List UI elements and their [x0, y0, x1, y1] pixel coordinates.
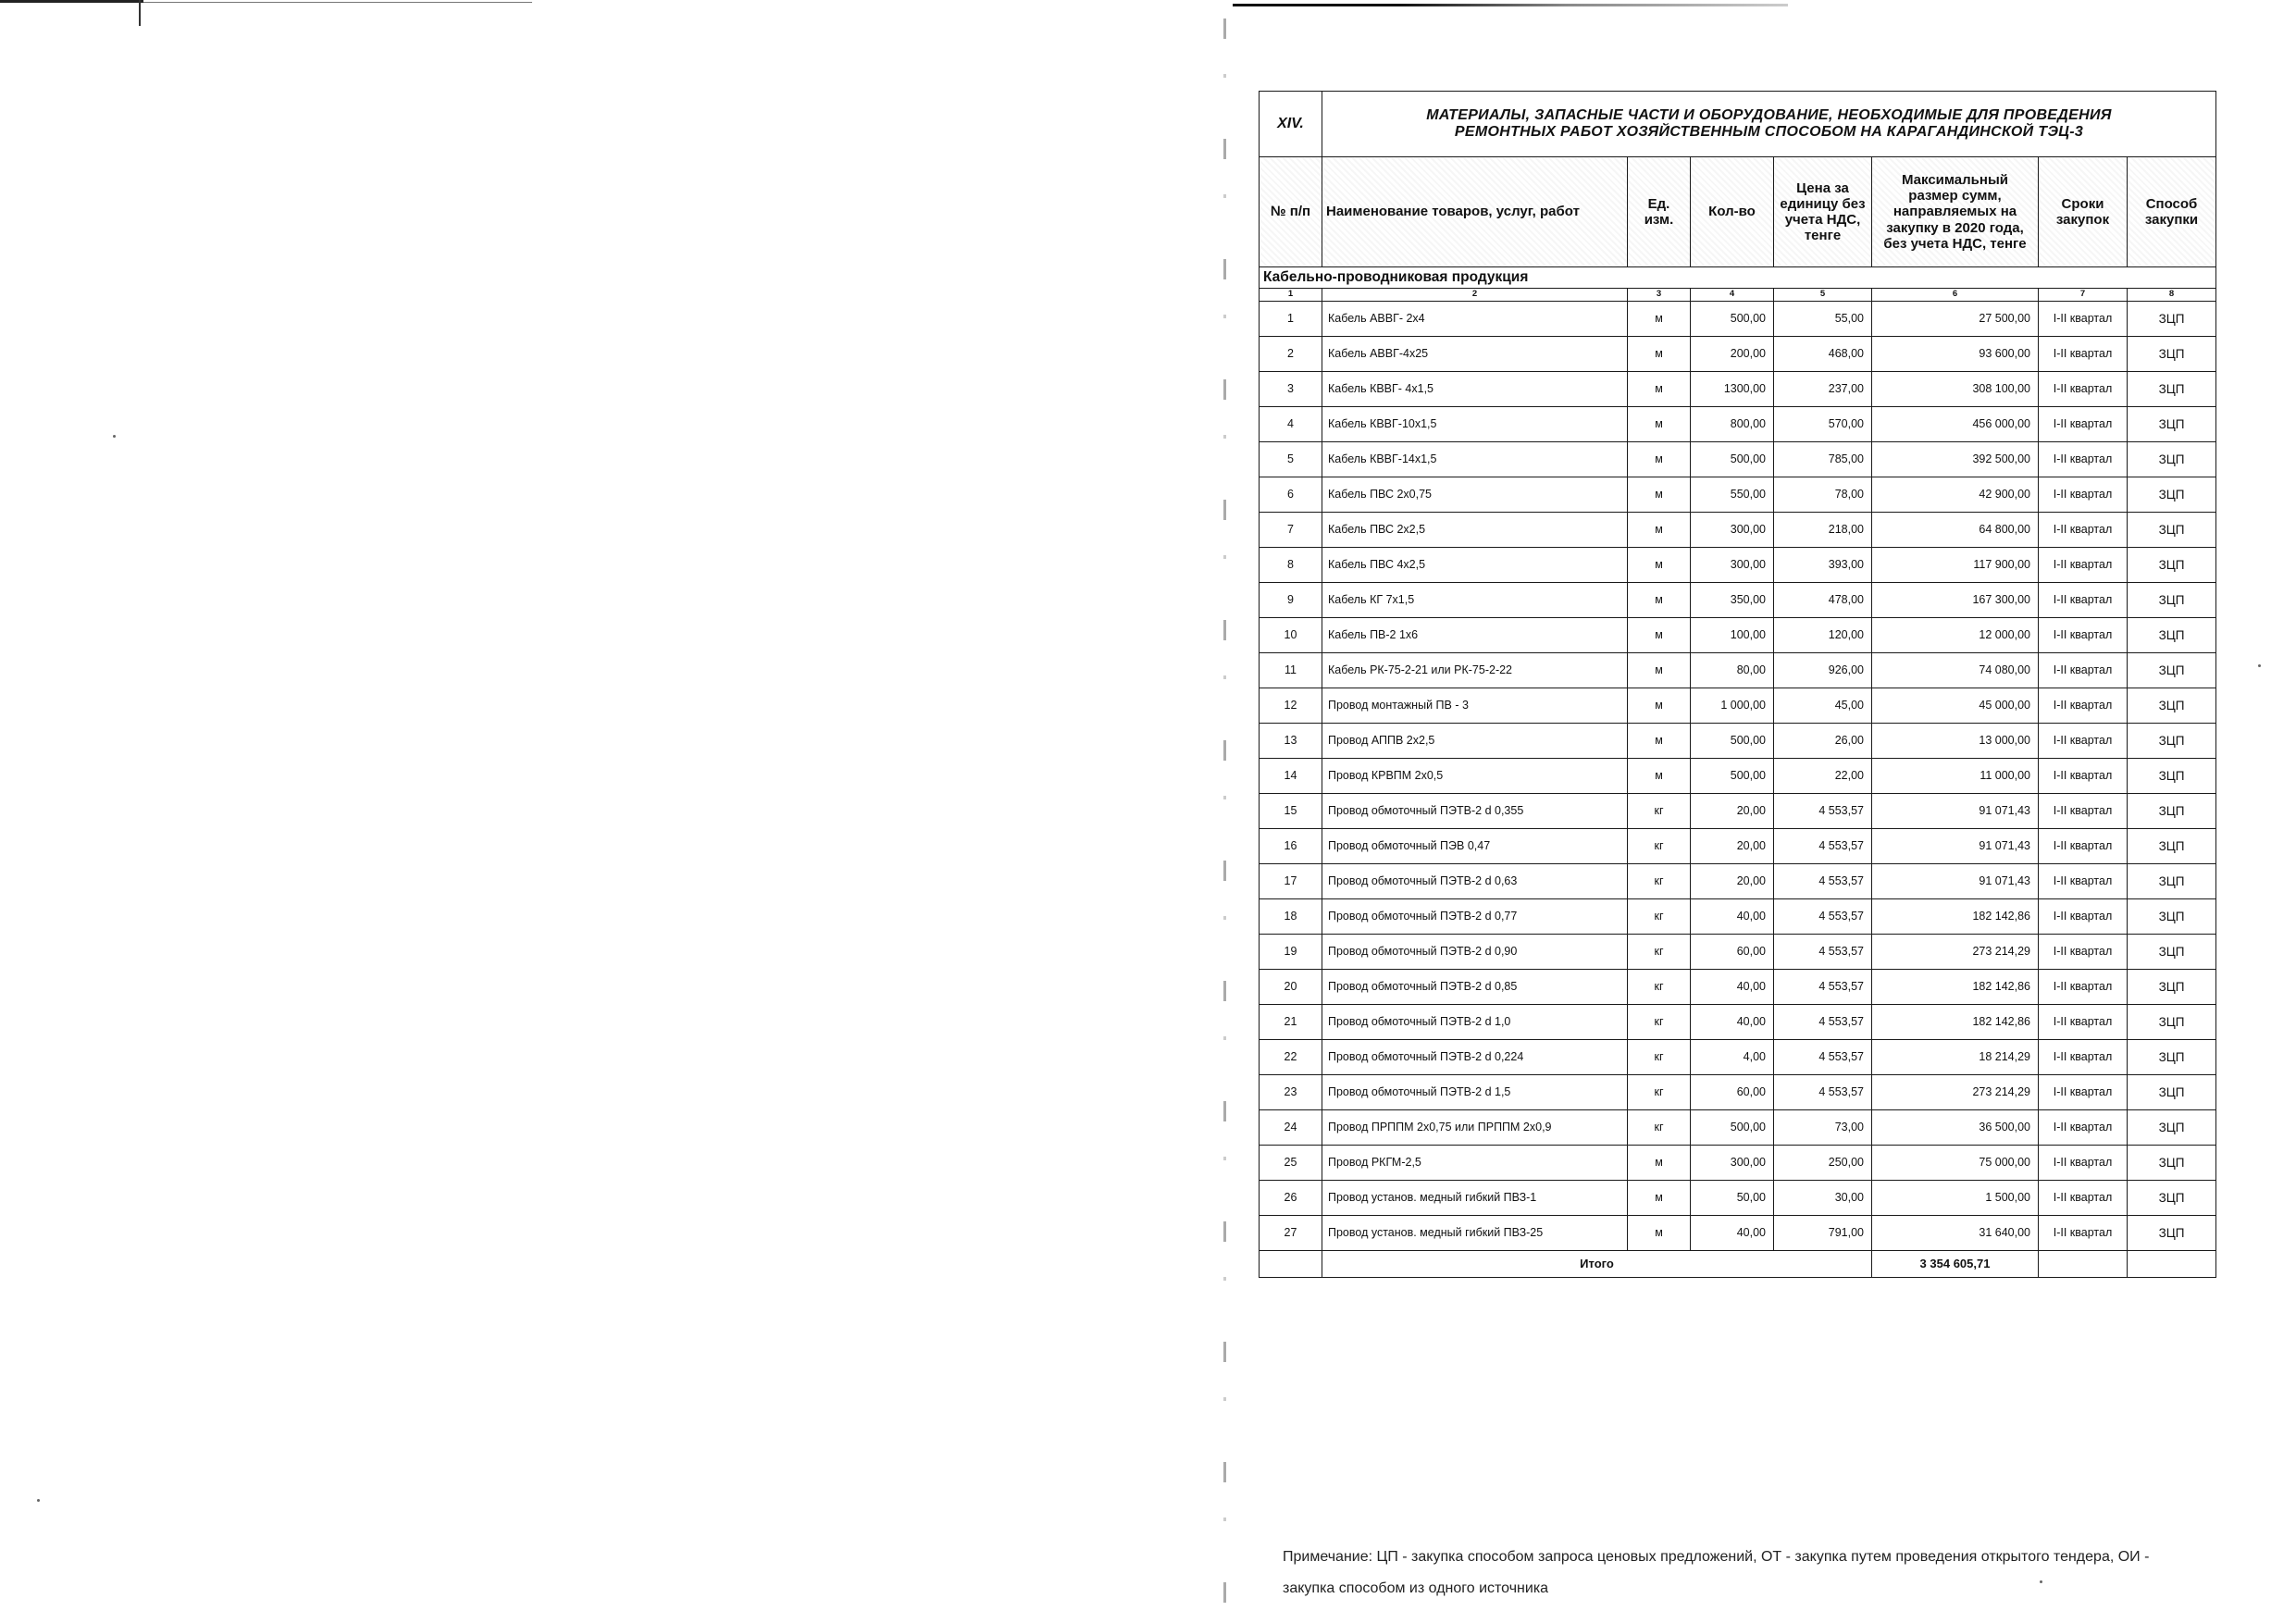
section-title-line1: МАТЕРИАЛЫ, ЗАПАСНЫЕ ЧАСТИ И ОБОРУДОВАНИЕ, НЕОБХОДИМЫЕ ДЛЯ ПРОВЕДЕНИЯ	[1426, 106, 2112, 123]
item-qty: 40,00	[1691, 970, 1774, 1005]
item-qty: 200,00	[1691, 337, 1774, 372]
table-row	[1260, 583, 2216, 618]
item-price: 22,00	[1774, 759, 1872, 794]
item-max-sum: 392 500,00	[1872, 442, 2039, 477]
item-term: I-II квартал	[2039, 442, 2128, 477]
item-qty: 4,00	[1691, 1040, 1774, 1075]
item-max-sum: 308 100,00	[1872, 372, 2039, 407]
table-row	[1260, 442, 2216, 477]
item-term: I-II квартал	[2039, 935, 2128, 970]
item-name: Провод установ. медный гибкий ПВЗ-1	[1322, 1181, 1628, 1216]
row-number: 8	[1260, 548, 1322, 583]
item-unit: м	[1628, 513, 1691, 548]
item-method: ЗЦП	[2128, 513, 2216, 548]
item-term: I-II квартал	[2039, 1075, 2128, 1110]
item-name: Кабель ПВС 2х2,5	[1322, 513, 1628, 548]
table-row	[1260, 618, 2216, 653]
item-name: Кабель КВВГ-14х1,5	[1322, 442, 1628, 477]
item-method: ЗЦП	[2128, 1005, 2216, 1040]
item-max-sum: 11 000,00	[1872, 759, 2039, 794]
item-method: ЗЦП	[2128, 548, 2216, 583]
item-price: 791,00	[1774, 1216, 1872, 1251]
item-price: 4 553,57	[1774, 970, 1872, 1005]
item-method: ЗЦП	[2128, 1040, 2216, 1075]
total-empty	[2128, 1251, 2216, 1278]
item-method: ЗЦП	[2128, 442, 2216, 477]
item-name: Кабель АВВГ-4х25	[1322, 337, 1628, 372]
column-number: 1	[1260, 289, 1322, 302]
item-unit: кг	[1628, 1075, 1691, 1110]
item-max-sum: 18 214,29	[1872, 1040, 2039, 1075]
scan-artifact-line	[143, 2, 532, 3]
row-number: 27	[1260, 1216, 1322, 1251]
item-max-sum: 42 900,00	[1872, 477, 2039, 513]
item-max-sum: 117 900,00	[1872, 548, 2039, 583]
table-row	[1260, 829, 2216, 864]
row-number: 2	[1260, 337, 1322, 372]
item-name: Провод АППВ 2х2,5	[1322, 724, 1628, 759]
item-qty: 1300,00	[1691, 372, 1774, 407]
item-max-sum: 1 500,00	[1872, 1181, 2039, 1216]
item-name: Кабель ПВС 4х2,5	[1322, 548, 1628, 583]
item-term: I-II квартал	[2039, 1146, 2128, 1181]
row-number: 7	[1260, 513, 1322, 548]
row-number: 22	[1260, 1040, 1322, 1075]
item-name: Провод КРВПМ 2х0,5	[1322, 759, 1628, 794]
item-qty: 500,00	[1691, 442, 1774, 477]
row-number: 20	[1260, 970, 1322, 1005]
item-price: 926,00	[1774, 653, 1872, 688]
item-qty: 40,00	[1691, 1216, 1774, 1251]
scan-speck	[2258, 664, 2261, 667]
item-name: Провод установ. медный гибкий ПВЗ-25	[1322, 1216, 1628, 1251]
procurement-sheet	[1259, 91, 2215, 1278]
item-term: I-II квартал	[2039, 653, 2128, 688]
item-method: ЗЦП	[2128, 688, 2216, 724]
row-number: 6	[1260, 477, 1322, 513]
item-qty: 500,00	[1691, 302, 1774, 337]
item-name: Провод обмоточный ПЭТВ-2 d 1,5	[1322, 1075, 1628, 1110]
footnote-line1: Примечание: ЦП - закупка способом запроса ценовых предложений, ОТ - закупка путем проведения открытого тендера, ОИ -	[1283, 1549, 2150, 1565]
item-term: I-II квартал	[2039, 1005, 2128, 1040]
item-qty: 100,00	[1691, 618, 1774, 653]
item-max-sum: 273 214,29	[1872, 935, 2039, 970]
total-spacer	[1260, 1251, 1322, 1278]
item-term: I-II квартал	[2039, 864, 2128, 899]
item-unit: кг	[1628, 1005, 1691, 1040]
item-term: I-II квартал	[2039, 337, 2128, 372]
item-method: ЗЦП	[2128, 829, 2216, 864]
item-unit: кг	[1628, 935, 1691, 970]
item-max-sum: 182 142,86	[1872, 899, 2039, 935]
item-unit: м	[1628, 372, 1691, 407]
item-qty: 300,00	[1691, 548, 1774, 583]
item-term: I-II квартал	[2039, 302, 2128, 337]
item-price: 120,00	[1774, 618, 1872, 653]
header-qty: Кол-во	[1691, 157, 1774, 267]
item-qty: 500,00	[1691, 1110, 1774, 1146]
row-number: 24	[1260, 1110, 1322, 1146]
item-price: 250,00	[1774, 1146, 1872, 1181]
row-number: 3	[1260, 372, 1322, 407]
item-price: 26,00	[1774, 724, 1872, 759]
item-price: 30,00	[1774, 1181, 1872, 1216]
item-method: ЗЦП	[2128, 337, 2216, 372]
item-term: I-II квартал	[2039, 724, 2128, 759]
item-unit: кг	[1628, 970, 1691, 1005]
row-number: 11	[1260, 653, 1322, 688]
item-name: Кабель АВВГ- 2х4	[1322, 302, 1628, 337]
item-max-sum: 93 600,00	[1872, 337, 2039, 372]
item-price: 4 553,57	[1774, 864, 1872, 899]
item-qty: 800,00	[1691, 407, 1774, 442]
item-qty: 50,00	[1691, 1181, 1774, 1216]
header-num: № п/п	[1260, 157, 1322, 267]
item-unit: м	[1628, 583, 1691, 618]
scan-speck	[113, 435, 116, 438]
item-unit: м	[1628, 688, 1691, 724]
item-unit: м	[1628, 653, 1691, 688]
table-row	[1260, 302, 2216, 337]
item-max-sum: 36 500,00	[1872, 1110, 2039, 1146]
footnote	[1283, 1542, 2227, 1604]
item-term: I-II квартал	[2039, 794, 2128, 829]
header-method: Способ закупки	[2128, 157, 2216, 267]
item-name: Кабель КВВГ-10х1,5	[1322, 407, 1628, 442]
item-qty: 350,00	[1691, 583, 1774, 618]
section-number: XIV.	[1260, 92, 1322, 157]
item-max-sum: 31 640,00	[1872, 1216, 2039, 1251]
item-method: ЗЦП	[2128, 618, 2216, 653]
item-term: I-II квартал	[2039, 1216, 2128, 1251]
item-price: 4 553,57	[1774, 1075, 1872, 1110]
row-number: 25	[1260, 1146, 1322, 1181]
item-max-sum: 12 000,00	[1872, 618, 2039, 653]
item-name: Кабель КВВГ- 4х1,5	[1322, 372, 1628, 407]
table-row	[1260, 337, 2216, 372]
item-method: ЗЦП	[2128, 970, 2216, 1005]
header-name: Наименование товаров, услуг, работ	[1322, 157, 1628, 267]
item-term: I-II квартал	[2039, 1040, 2128, 1075]
item-method: ЗЦП	[2128, 372, 2216, 407]
total-value: 3 354 605,71	[1872, 1251, 2039, 1278]
category-label: Кабельно-проводниковая продукция	[1260, 267, 2216, 289]
row-number: 15	[1260, 794, 1322, 829]
item-name: Провод обмоточный ПЭТВ-2 d 0,85	[1322, 970, 1628, 1005]
item-qty: 300,00	[1691, 513, 1774, 548]
item-price: 73,00	[1774, 1110, 1872, 1146]
table-row	[1260, 935, 2216, 970]
column-number: 2	[1322, 289, 1628, 302]
item-method: ЗЦП	[2128, 759, 2216, 794]
item-max-sum: 75 000,00	[1872, 1146, 2039, 1181]
table-row	[1260, 724, 2216, 759]
item-term: I-II квартал	[2039, 477, 2128, 513]
item-price: 468,00	[1774, 337, 1872, 372]
table-row	[1260, 759, 2216, 794]
item-method: ЗЦП	[2128, 477, 2216, 513]
item-max-sum: 91 071,43	[1872, 794, 2039, 829]
item-qty: 500,00	[1691, 759, 1774, 794]
scan-artifact-line	[0, 0, 143, 3]
total-label: Итого	[1322, 1251, 1872, 1278]
row-number: 13	[1260, 724, 1322, 759]
item-price: 393,00	[1774, 548, 1872, 583]
item-name: Провод обмоточный ПЭВ 0,47	[1322, 829, 1628, 864]
item-method: ЗЦП	[2128, 583, 2216, 618]
item-max-sum: 167 300,00	[1872, 583, 2039, 618]
item-price: 4 553,57	[1774, 899, 1872, 935]
table-row	[1260, 1075, 2216, 1110]
item-max-sum: 27 500,00	[1872, 302, 2039, 337]
table-row	[1260, 970, 2216, 1005]
item-unit: м	[1628, 302, 1691, 337]
item-method: ЗЦП	[2128, 1216, 2216, 1251]
item-method: ЗЦП	[2128, 1075, 2216, 1110]
item-term: I-II квартал	[2039, 548, 2128, 583]
row-number: 17	[1260, 864, 1322, 899]
item-method: ЗЦП	[2128, 794, 2216, 829]
item-name: Провод обмоточный ПЭТВ-2 d 1,0	[1322, 1005, 1628, 1040]
item-price: 570,00	[1774, 407, 1872, 442]
item-max-sum: 74 080,00	[1872, 653, 2039, 688]
item-term: I-II квартал	[2039, 970, 2128, 1005]
item-name: Провод монтажный ПВ - 3	[1322, 688, 1628, 724]
item-price: 4 553,57	[1774, 794, 1872, 829]
item-term: I-II квартал	[2039, 372, 2128, 407]
total-empty	[2039, 1251, 2128, 1278]
item-qty: 300,00	[1691, 1146, 1774, 1181]
row-number: 18	[1260, 899, 1322, 935]
item-unit: м	[1628, 1181, 1691, 1216]
procurement-table	[1259, 91, 2216, 1278]
item-max-sum: 456 000,00	[1872, 407, 2039, 442]
item-unit: м	[1628, 1146, 1691, 1181]
item-max-sum: 91 071,43	[1872, 829, 2039, 864]
item-term: I-II квартал	[2039, 1110, 2128, 1146]
row-number: 26	[1260, 1181, 1322, 1216]
total-row	[1260, 1251, 2216, 1278]
table-row	[1260, 1005, 2216, 1040]
item-qty: 1 000,00	[1691, 688, 1774, 724]
table-row	[1260, 513, 2216, 548]
item-max-sum: 91 071,43	[1872, 864, 2039, 899]
item-method: ЗЦП	[2128, 724, 2216, 759]
header-price: Цена за единицу без учета НДС, тенге	[1774, 157, 1872, 267]
column-number: 8	[2128, 289, 2216, 302]
row-number: 12	[1260, 688, 1322, 724]
item-name: Кабель КГ 7х1,5	[1322, 583, 1628, 618]
row-number: 5	[1260, 442, 1322, 477]
item-name: Провод обмоточный ПЭТВ-2 d 0,90	[1322, 935, 1628, 970]
item-unit: м	[1628, 442, 1691, 477]
item-unit: кг	[1628, 1040, 1691, 1075]
table-row	[1260, 794, 2216, 829]
item-name: Провод обмоточный ПЭТВ-2 d 0,355	[1322, 794, 1628, 829]
table-row	[1260, 477, 2216, 513]
column-number-row	[1260, 289, 2216, 302]
row-number: 10	[1260, 618, 1322, 653]
table-row	[1260, 1181, 2216, 1216]
item-qty: 60,00	[1691, 935, 1774, 970]
table-body	[1260, 92, 2216, 1278]
item-term: I-II квартал	[2039, 688, 2128, 724]
table-row	[1260, 864, 2216, 899]
section-title-line2: РЕМОНТНЫХ РАБОТ ХОЗЯЙСТВЕННЫМ СПОСОБОМ НА КАРАГАНДИНСКОЙ ТЭЦ-3	[1454, 124, 2084, 140]
table-row	[1260, 372, 2216, 407]
header-row	[1260, 157, 2216, 267]
item-method: ЗЦП	[2128, 1146, 2216, 1181]
scan-artifact-edge	[1223, 19, 1226, 1610]
item-qty: 500,00	[1691, 724, 1774, 759]
scan-artifact-line	[1233, 4, 1788, 6]
item-unit: м	[1628, 1216, 1691, 1251]
footnote-line2: закупка способом из одного источника	[1283, 1580, 1549, 1596]
scan-speck	[37, 1499, 40, 1502]
header-max-sum: Максимальный размер сумм, направляемых на закупку в 2020 года, без учета НДС, тенге	[1872, 157, 2039, 267]
item-qty: 80,00	[1691, 653, 1774, 688]
item-name: Кабель ПВС 2х0,75	[1322, 477, 1628, 513]
column-number: 7	[2039, 289, 2128, 302]
item-term: I-II квартал	[2039, 407, 2128, 442]
item-price: 478,00	[1774, 583, 1872, 618]
item-name: Провод РКГМ-2,5	[1322, 1146, 1628, 1181]
item-price: 218,00	[1774, 513, 1872, 548]
item-qty: 550,00	[1691, 477, 1774, 513]
item-term: I-II квартал	[2039, 759, 2128, 794]
item-term: I-II квартал	[2039, 1181, 2128, 1216]
item-unit: м	[1628, 407, 1691, 442]
item-qty: 40,00	[1691, 899, 1774, 935]
table-row	[1260, 1110, 2216, 1146]
item-term: I-II квартал	[2039, 583, 2128, 618]
item-name: Кабель РК-75-2-21 или РК-75-2-22	[1322, 653, 1628, 688]
item-name: Провод обмоточный ПЭТВ-2 d 0,77	[1322, 899, 1628, 935]
item-unit: м	[1628, 548, 1691, 583]
item-max-sum: 182 142,86	[1872, 970, 2039, 1005]
table-row	[1260, 653, 2216, 688]
item-method: ЗЦП	[2128, 653, 2216, 688]
item-price: 237,00	[1774, 372, 1872, 407]
item-price: 4 553,57	[1774, 1005, 1872, 1040]
table-row	[1260, 548, 2216, 583]
item-unit: м	[1628, 618, 1691, 653]
item-name: Провод ПРППМ 2х0,75 или ПРППМ 2х0,9	[1322, 1110, 1628, 1146]
item-method: ЗЦП	[2128, 1181, 2216, 1216]
item-unit: м	[1628, 477, 1691, 513]
item-qty: 40,00	[1691, 1005, 1774, 1040]
item-qty: 60,00	[1691, 1075, 1774, 1110]
item-unit: кг	[1628, 794, 1691, 829]
category-row	[1260, 267, 2216, 289]
table-row	[1260, 1040, 2216, 1075]
section-title-row	[1260, 92, 2216, 157]
item-unit: м	[1628, 759, 1691, 794]
item-term: I-II квартал	[2039, 829, 2128, 864]
item-term: I-II квартал	[2039, 618, 2128, 653]
item-price: 4 553,57	[1774, 935, 1872, 970]
item-name: Кабель ПВ-2 1х6	[1322, 618, 1628, 653]
item-price: 45,00	[1774, 688, 1872, 724]
item-term: I-II квартал	[2039, 899, 2128, 935]
item-method: ЗЦП	[2128, 1110, 2216, 1146]
row-number: 9	[1260, 583, 1322, 618]
item-max-sum: 64 800,00	[1872, 513, 2039, 548]
row-number: 14	[1260, 759, 1322, 794]
item-price: 4 553,57	[1774, 1040, 1872, 1075]
item-qty: 20,00	[1691, 794, 1774, 829]
row-number: 21	[1260, 1005, 1322, 1040]
item-unit: кг	[1628, 864, 1691, 899]
item-price: 4 553,57	[1774, 829, 1872, 864]
item-method: ЗЦП	[2128, 864, 2216, 899]
item-unit: м	[1628, 724, 1691, 759]
item-unit: м	[1628, 337, 1691, 372]
column-number: 6	[1872, 289, 2039, 302]
table-row	[1260, 1146, 2216, 1181]
item-unit: кг	[1628, 1110, 1691, 1146]
item-qty: 20,00	[1691, 864, 1774, 899]
item-method: ЗЦП	[2128, 407, 2216, 442]
row-number: 16	[1260, 829, 1322, 864]
item-term: I-II квартал	[2039, 513, 2128, 548]
item-max-sum: 13 000,00	[1872, 724, 2039, 759]
table-row	[1260, 1216, 2216, 1251]
table-row	[1260, 407, 2216, 442]
table-row	[1260, 899, 2216, 935]
item-price: 55,00	[1774, 302, 1872, 337]
column-number: 5	[1774, 289, 1872, 302]
item-method: ЗЦП	[2128, 935, 2216, 970]
column-number: 4	[1691, 289, 1774, 302]
section-title	[1322, 92, 2216, 157]
row-number: 23	[1260, 1075, 1322, 1110]
row-number: 4	[1260, 407, 1322, 442]
row-number: 19	[1260, 935, 1322, 970]
item-max-sum: 182 142,86	[1872, 1005, 2039, 1040]
item-price: 78,00	[1774, 477, 1872, 513]
table-row	[1260, 688, 2216, 724]
item-name: Провод обмоточный ПЭТВ-2 d 0,63	[1322, 864, 1628, 899]
row-number: 1	[1260, 302, 1322, 337]
header-terms: Сроки закупок	[2039, 157, 2128, 267]
scan-artifact-tick	[139, 0, 141, 26]
item-method: ЗЦП	[2128, 302, 2216, 337]
item-price: 785,00	[1774, 442, 1872, 477]
item-method: ЗЦП	[2128, 899, 2216, 935]
column-number: 3	[1628, 289, 1691, 302]
item-unit: кг	[1628, 829, 1691, 864]
item-unit: кг	[1628, 899, 1691, 935]
item-qty: 20,00	[1691, 829, 1774, 864]
item-name: Провод обмоточный ПЭТВ-2 d 0,224	[1322, 1040, 1628, 1075]
item-max-sum: 45 000,00	[1872, 688, 2039, 724]
item-max-sum: 273 214,29	[1872, 1075, 2039, 1110]
header-unit: Ед. изм.	[1628, 157, 1691, 267]
